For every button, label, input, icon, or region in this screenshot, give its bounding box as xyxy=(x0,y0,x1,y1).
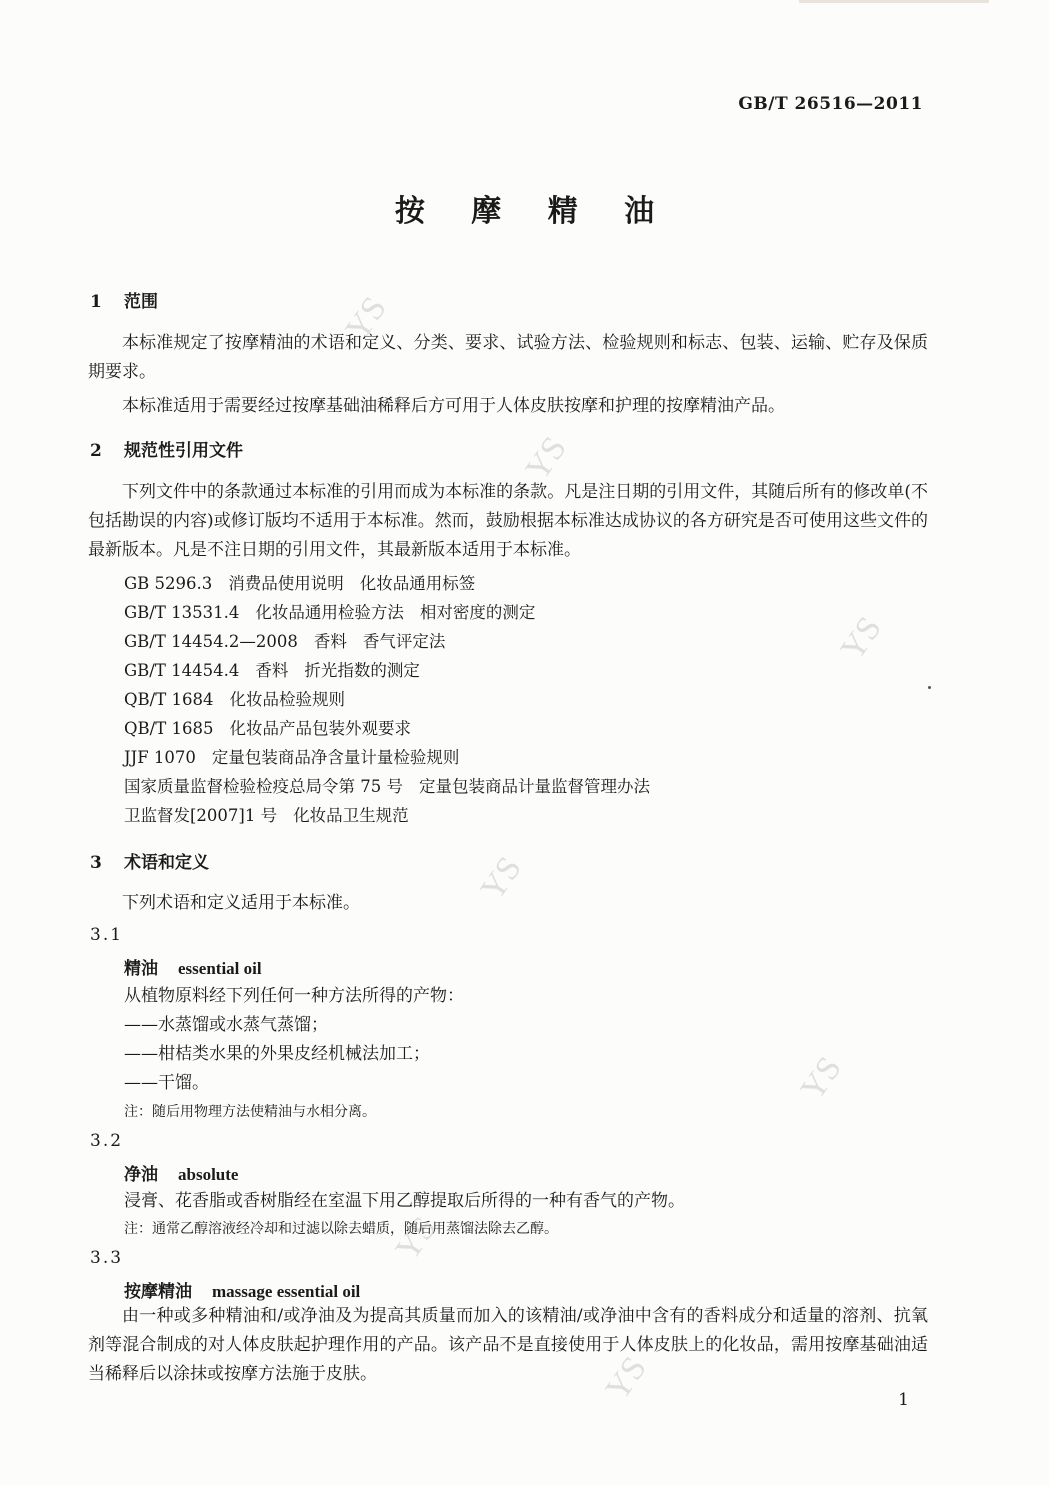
reference-item: 国家质量监督检验检疫总局令第 75 号 定量包装商品计量监督管理办法 xyxy=(124,777,650,796)
watermark: YS xyxy=(388,1210,444,1268)
page-title: 按 摩 精 油 xyxy=(394,194,673,229)
reference-item: 卫监督发[2007]1 号 化妆品卫生规范 xyxy=(124,806,409,825)
section-title: 规范性引用文件 xyxy=(124,441,243,461)
term-3-1-definition: 从植物原料经下列任何一种方法所得的产物： xyxy=(124,986,464,1006)
scan-speck xyxy=(928,686,931,689)
subsection-3-3-number: 3.3 xyxy=(90,1248,124,1268)
reference-item: GB/T 13531.4 化妆品通用检验方法 相对密度的测定 xyxy=(124,603,536,622)
term-3-3-definition: 由一种或多种精油和/或净油及为提高其质量而加入的该精油/或净油中含有的香料成分和适量的溶剂、抗氧剂等混合制成的对人体皮肤起护理作用的产品。该产品不是直接使用于人体皮肤上的化妆品，需用按摩基础油适当稀释后以涂抹或按摩方法施于皮肤。 xyxy=(88,1306,928,1384)
watermark: YS xyxy=(793,1050,849,1108)
section-2-heading xyxy=(90,436,243,461)
section-number: 2 xyxy=(90,441,102,461)
reference-item: GB 5296.3 消费品使用说明 化妆品通用标签 xyxy=(124,574,476,593)
term-3-2: 净油 absolute xyxy=(124,1165,239,1185)
note-3-1: 注：随后用物理方法使精油与水相分离。 xyxy=(124,1104,376,1120)
term-3-3: 按摩精油 massage essential oil xyxy=(124,1282,361,1302)
watermark: YS xyxy=(598,1350,654,1408)
section-1-heading xyxy=(90,287,158,312)
subsection-3-1-number: 3.1 xyxy=(90,925,124,945)
section-2-intro: 下列文件中的条款通过本标准的引用而成为本标准的条款。凡是注日期的引用文件，其随后所有的修改单(不包括勘误的内容)或修订版均不适用于本标准。然而，鼓励根据本标准达成协议的各方研究是否可使用这些文件的最新版本。凡是不注日期的引用文件，其最新版本适用于本标准。 xyxy=(88,482,928,560)
section-title: 术语和定义 xyxy=(124,853,209,873)
reference-item: GB/T 14454.4 香料 折光指数的测定 xyxy=(124,661,420,680)
section-3-heading xyxy=(90,848,209,873)
scan-edge-mark xyxy=(799,0,989,3)
reference-item: QB/T 1685 化妆品产品包装外观要求 xyxy=(124,719,411,738)
watermark: YS xyxy=(473,850,529,908)
section-3-intro: 下列术语和定义适用于本标准。 xyxy=(122,893,360,913)
standard-number: GB/T 26516—2011 xyxy=(738,94,923,114)
section-number: 1 xyxy=(90,292,102,312)
list-item: ——水蒸馏或水蒸气蒸馏； xyxy=(124,1015,328,1035)
section-1-para-2: 本标准适用于需要经过按摩基础油稀释后方可用于人体皮肤按摩和护理的按摩精油产品。 xyxy=(122,396,785,416)
watermark: YS xyxy=(338,290,394,348)
list-item: ——干馏。 xyxy=(124,1073,209,1093)
reference-item: JJF 1070 定量包装商品净含量计量检验规则 xyxy=(124,748,460,767)
page-number: 1 xyxy=(898,1390,909,1410)
term-3-2-definition: 浸膏、花香脂或香树脂经在室温下用乙醇提取后所得的一种有香气的产物。 xyxy=(124,1191,685,1211)
reference-item: QB/T 1684 化妆品检验规则 xyxy=(124,690,345,709)
section-title: 范围 xyxy=(124,292,158,312)
watermark: YS xyxy=(833,610,889,668)
section-1-para-1: 本标准规定了按摩精油的术语和定义、分类、要求、试验方法、检验规则和标志、包装、运输、贮存及保质期要求。 xyxy=(88,333,928,382)
note-3-2: 注：通常乙醇溶液经冷却和过滤以除去蜡质，随后用蒸馏法除去乙醇。 xyxy=(124,1221,558,1237)
section-number: 3 xyxy=(90,853,102,873)
subsection-3-2-number: 3.2 xyxy=(90,1131,124,1151)
reference-item: GB/T 14454.2—2008 香料 香气评定法 xyxy=(124,632,446,651)
watermark: YS xyxy=(518,430,574,488)
list-item: ——柑桔类水果的外果皮经机械法加工； xyxy=(124,1044,430,1064)
term-3-1: 精油 essential oil xyxy=(124,959,262,979)
